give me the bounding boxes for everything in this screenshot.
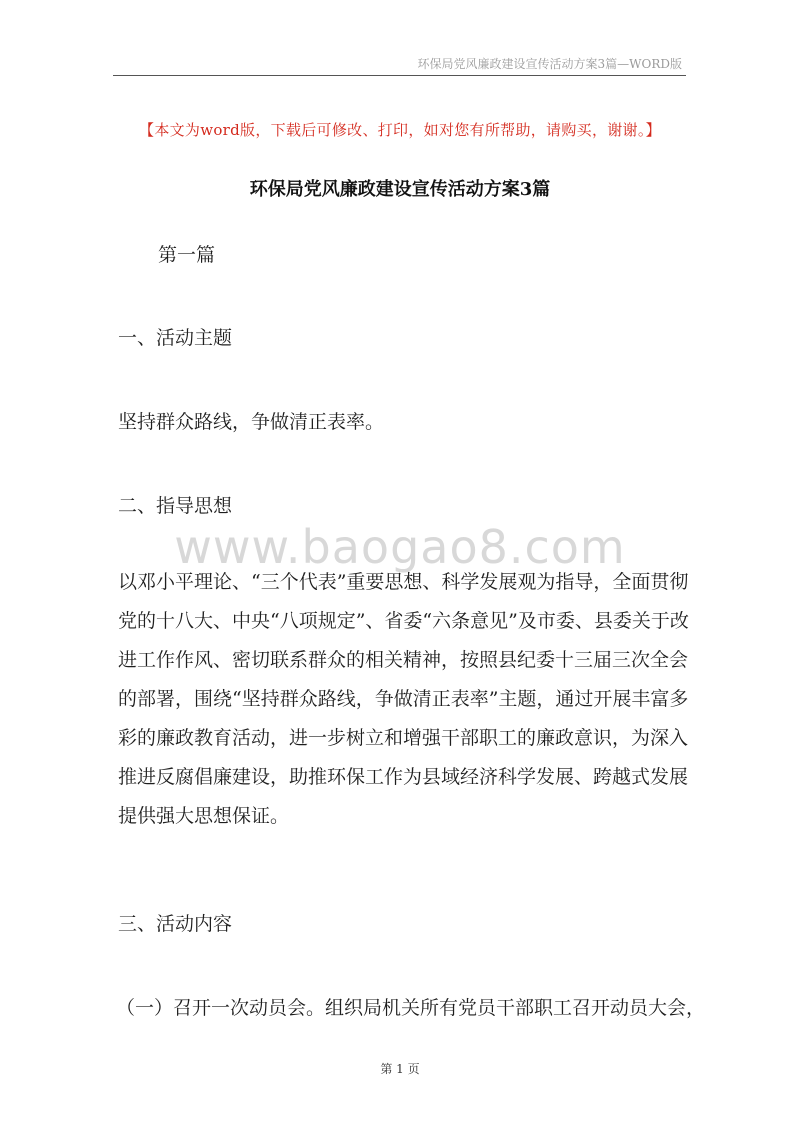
paragraph-line: 推进反腐倡廉建设，助推环保工作为县域经济科学发展、跨越式发展 bbox=[118, 766, 689, 788]
section3-heading: 三、活动内容 bbox=[118, 913, 233, 935]
watermark: www.baogao8.com bbox=[174, 520, 626, 574]
purchase-notice: 【本文为word版，下载后可修改、打印，如对您有所帮助，请购买，谢谢。】 bbox=[139, 121, 661, 139]
section2-paragraph bbox=[118, 563, 688, 836]
paragraph-line: 进工作作风、密切联系群众的相关精神，按照县纪委十三届三次全会 bbox=[118, 649, 689, 671]
paragraph-line: 以邓小平理论、“三个代表”重要思想、科学发展观为指导，全面贯彻 bbox=[118, 571, 689, 593]
paragraph-line: 的部署，围绕“坚持群众路线，争做清正表率”主题，通过开展丰富多 bbox=[118, 688, 689, 710]
section2-heading: 二、指导思想 bbox=[118, 495, 233, 517]
paragraph-line: 彩的廉政教育活动，进一步树立和增强干部职工的廉政意识，为深入 bbox=[118, 727, 689, 749]
paragraph-line: 党的十八大、中央“八项规定”、省委“六条意见”及市委、县委关于改 bbox=[118, 610, 689, 632]
running-header: 环保局党风廉政建设宣传活动方案3篇—WORD版 bbox=[417, 57, 682, 71]
section1-text: 坚持群众路线，争做清正表率。 bbox=[118, 411, 385, 433]
part-label: 第一篇 bbox=[158, 244, 216, 266]
paragraph-line: 提供强大思想保证。 bbox=[118, 805, 290, 827]
section1-heading: 一、活动主题 bbox=[118, 327, 233, 349]
page-number: 第 1 页 bbox=[380, 1062, 420, 1076]
document-title: 环保局党风廉政建设宣传活动方案3篇 bbox=[249, 179, 551, 200]
header-rule bbox=[113, 75, 686, 76]
section3-line: （一）召开一次动员会。组织局机关所有党员干部职工召开动员大会， bbox=[116, 997, 706, 1019]
